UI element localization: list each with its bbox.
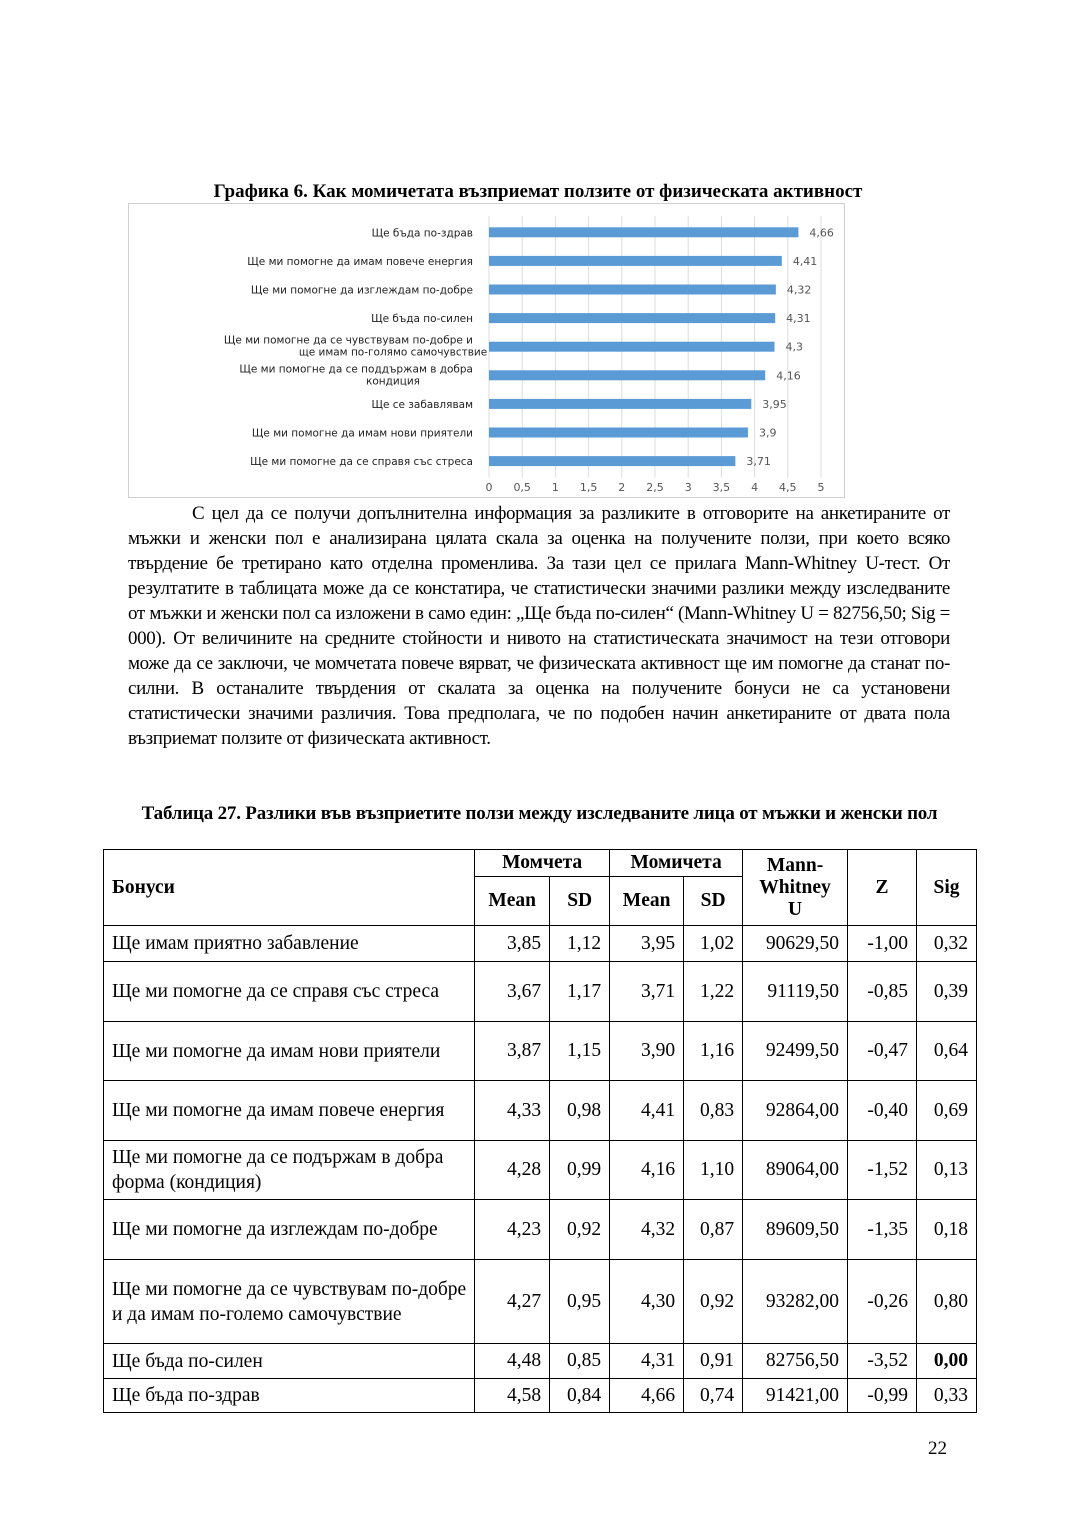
category-label: Ще бъда по-силен: [371, 313, 473, 326]
header-mann-whitney: Mann-Whitney U: [743, 850, 848, 926]
cell-z: -1,35: [848, 1200, 917, 1260]
cell-sig: 0,33: [916, 1379, 976, 1413]
table-row: [104, 962, 977, 1022]
cell-boys-sd: 1,12: [550, 926, 610, 962]
header-boys-mean: Mean: [475, 877, 550, 926]
row-label: Ще бъда по-силен: [104, 1344, 475, 1379]
bar: [489, 342, 775, 352]
cell-boys-sd: 1,17: [550, 962, 610, 1022]
x-tick-label: 4: [751, 481, 759, 494]
cell-u: 93282,00: [743, 1260, 848, 1344]
header-girls: Момичета: [610, 850, 743, 877]
cell-girls-sd: 0,91: [684, 1344, 743, 1379]
category-label: Ще ми помогне да се справя със стреса: [250, 456, 473, 469]
x-tick-label: 4,5: [779, 481, 797, 494]
cell-girls-sd: 0,74: [684, 1379, 743, 1413]
cell-u: 89064,00: [743, 1141, 848, 1200]
cell-sig: 0,80: [916, 1260, 976, 1344]
cell-u: 92499,50: [743, 1022, 848, 1081]
value-label: 3,95: [762, 397, 787, 411]
table-row: [104, 1379, 977, 1413]
header-girls-sd: SD: [684, 877, 743, 926]
cell-sig: 0,69: [916, 1081, 976, 1141]
category-label: ще имам по-голямо самочувствие: [298, 346, 488, 359]
table-row: [104, 1081, 977, 1141]
bar: [489, 399, 751, 409]
header-bonuses: Бонуси: [104, 850, 475, 926]
header-z: Z: [848, 850, 917, 926]
row-label: Ще бъда по-здрав: [104, 1379, 475, 1413]
cell-boys-sd: 1,15: [550, 1022, 610, 1081]
header-girls-mean: Mean: [610, 877, 684, 926]
category-label: Ще бъда по-здрав: [371, 227, 473, 240]
cell-girls-mean: 3,90: [610, 1022, 684, 1081]
x-tick-label: 2,5: [646, 481, 664, 494]
body-paragraph: С цел да се получи допълнителна информация за разликите в отговорите на анкетираните от мъжки и женски пол е анализирана цялата скала за оценка на получените ползи, при което всяко твърдение бе третирано като отделна променлива. За тази цел се прилага Mann-Whitney U-тест. От резултатите в таблицата може да се констатира, че статистически значими разлики между изследваните от мъжки и женски пол са изложени в само един: „Ще бъда по-силен“ (Mann-Whitney U = 82756,50; Sig = 000). От величините на средните стойности и нивото на статистическата значимост на тези отговори може да се заключи, че момчетата повече вярват, че физическата активност ще им помогне да станат по-силни. В останалите твърдения от скалата за оценка на получените бонуси не са установени статистически значими различия. Това предполага, че по подобен начин анкетираните от двата пола възприемат ползите от физическата активност.: [128, 503, 950, 749]
header-boys-sd: SD: [550, 877, 610, 926]
cell-girls-mean: 4,31: [610, 1344, 684, 1379]
category-label: Ще ми помогне да имам нови приятели: [251, 427, 473, 440]
x-tick-label: 5: [817, 481, 825, 494]
cell-boys-sd: 0,92: [550, 1200, 610, 1260]
cell-u: 91421,00: [743, 1379, 848, 1413]
cell-u: 82756,50: [743, 1344, 848, 1379]
cell-boys-sd: 0,95: [550, 1260, 610, 1344]
value-label: 4,16: [776, 369, 801, 383]
cell-z: -3,52: [848, 1344, 917, 1379]
cell-girls-sd: 1,10: [684, 1141, 743, 1200]
row-label: Ще ми помогне да се чувствувам по-добре и да имам по-големо самочувствие: [104, 1260, 475, 1344]
bar-chart: [128, 203, 845, 498]
page-number: 22: [928, 1438, 947, 1459]
cell-girls-mean: 4,66: [610, 1379, 684, 1413]
cell-boys-mean: 3,85: [475, 926, 550, 962]
cell-boys-mean: 4,28: [475, 1141, 550, 1200]
cell-z: -1,00: [848, 926, 917, 962]
cell-girls-mean: 4,32: [610, 1200, 684, 1260]
bar: [489, 285, 776, 295]
value-label: 3,9: [758, 426, 777, 440]
cell-z: -0,26: [848, 1260, 917, 1344]
row-label: Ще ми помогне да имам нови приятели: [104, 1022, 475, 1081]
cell-girls-mean: 4,30: [610, 1260, 684, 1344]
cell-u: 90629,50: [743, 926, 848, 962]
x-tick-label: 0: [485, 481, 493, 494]
table-row: [104, 1022, 977, 1081]
row-label: Ще ми помогне да изглеждам по-добре: [104, 1200, 475, 1260]
category-label: Ще ми помогне да се поддържам в добра: [239, 363, 473, 376]
bar: [489, 227, 798, 237]
cell-sig: 0,64: [916, 1022, 976, 1081]
cell-z: -0,85: [848, 962, 917, 1022]
results-table: [103, 849, 977, 1413]
bar-chart-svg: [129, 204, 846, 499]
cell-z: -0,99: [848, 1379, 917, 1413]
x-tick-label: 1: [551, 481, 559, 494]
cell-girls-sd: 1,22: [684, 962, 743, 1022]
cell-girls-mean: 3,71: [610, 962, 684, 1022]
value-label: 4,66: [809, 226, 834, 240]
cell-girls-sd: 0,87: [684, 1200, 743, 1260]
cell-sig: 0,00: [916, 1344, 976, 1379]
cell-boys-mean: 4,58: [475, 1379, 550, 1413]
value-label: 4,41: [792, 254, 818, 268]
row-label: Ще ми помогне да имам повече енергия: [104, 1081, 475, 1141]
bar: [489, 428, 748, 438]
x-tick-label: 1,5: [579, 481, 598, 494]
category-label: Ще ми помогне да се чувствувам по-добре и: [223, 334, 473, 347]
cell-u: 92864,00: [743, 1081, 848, 1141]
category-label: кондиция: [365, 375, 421, 388]
cell-girls-sd: 1,02: [684, 926, 743, 962]
cell-z: -1,52: [848, 1141, 917, 1200]
row-label: Ще имам приятно забавление: [104, 926, 475, 962]
bar: [489, 456, 735, 466]
header-sig: Sig: [916, 850, 976, 926]
cell-sig: 0,13: [916, 1141, 976, 1200]
cell-boys-mean: 4,23: [475, 1200, 550, 1260]
cell-sig: 0,39: [916, 962, 976, 1022]
cell-girls-mean: 4,16: [610, 1141, 684, 1200]
bar: [489, 256, 782, 266]
category-label: Ще се забавлявам: [371, 398, 473, 411]
x-tick-label: 3: [684, 481, 692, 494]
cell-boys-sd: 0,84: [550, 1379, 610, 1413]
category-label: Ще ми помогне да имам повече енергия: [247, 255, 473, 268]
cell-boys-sd: 0,99: [550, 1141, 610, 1200]
table-row: [104, 1344, 977, 1379]
x-tick-label: 0,5: [513, 481, 531, 494]
cell-sig: 0,32: [916, 926, 976, 962]
value-label: 3,71: [746, 455, 771, 469]
cell-boys-mean: 4,33: [475, 1081, 550, 1141]
category-label: Ще ми помогне да изглеждам по-добре: [250, 284, 473, 297]
row-label: Ще ми помогне да се справя със стреса: [104, 962, 475, 1022]
cell-girls-sd: 0,92: [684, 1260, 743, 1344]
value-label: 4,32: [786, 283, 812, 297]
table-row: [104, 926, 977, 962]
cell-sig: 0,18: [916, 1200, 976, 1260]
bar: [489, 313, 775, 323]
table-row: [104, 1200, 977, 1260]
x-tick-label: 3,5: [712, 481, 731, 494]
cell-u: 89609,50: [743, 1200, 848, 1260]
table-row: [104, 1141, 977, 1200]
value-label: 4,3: [785, 340, 804, 354]
cell-girls-mean: 4,41: [610, 1081, 684, 1141]
cell-boys-sd: 0,85: [550, 1344, 610, 1379]
cell-boys-mean: 3,87: [475, 1022, 550, 1081]
table-row: [104, 1260, 977, 1344]
header-boys: Момчета: [475, 850, 610, 877]
chart-title: Графика 6. Как момичетата възприемат ползите от физическата активност: [213, 181, 863, 202]
cell-boys-mean: 3,67: [475, 962, 550, 1022]
cell-girls-sd: 0,83: [684, 1081, 743, 1141]
cell-girls-mean: 3,95: [610, 926, 684, 962]
cell-z: -0,47: [848, 1022, 917, 1081]
cell-boys-sd: 0,98: [550, 1081, 610, 1141]
cell-boys-mean: 4,27: [475, 1260, 550, 1344]
cell-girls-sd: 1,16: [684, 1022, 743, 1081]
table-title: Таблица 27. Разлики във възприетите ползи между изследваните лица от мъжки и женски пол: [141, 803, 938, 824]
row-label: Ще ми помогне да се подържам в добра форма (кондиция): [104, 1141, 475, 1200]
cell-u: 91119,50: [743, 962, 848, 1022]
cell-z: -0,40: [848, 1081, 917, 1141]
value-label: 4,31: [786, 312, 811, 326]
bar: [489, 370, 765, 380]
cell-boys-mean: 4,48: [475, 1344, 550, 1379]
x-tick-label: 2: [618, 481, 626, 494]
